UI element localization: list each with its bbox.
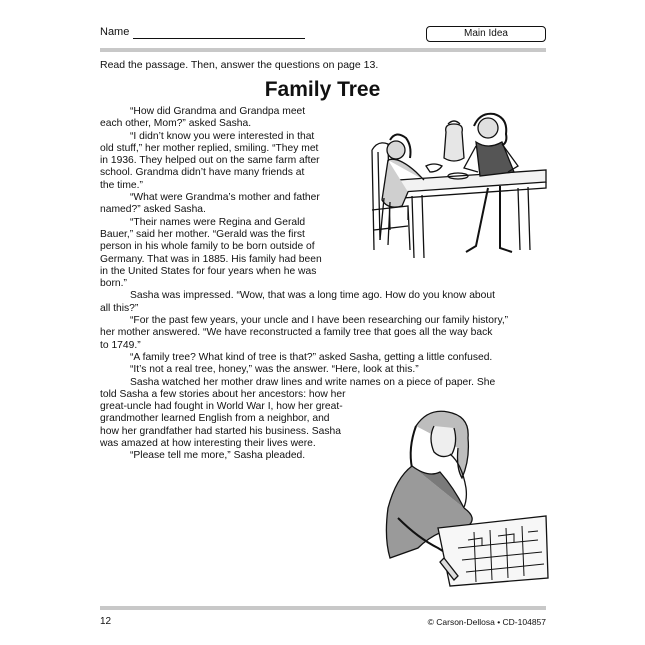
copyright-notice: © Carson-Dellosa • CD-104857	[427, 617, 546, 627]
passage-line: grandmother learned English from a neighbor, and	[100, 413, 330, 425]
passage-line: her mother answered. “We have reconstructed a family tree that goes all the way back	[100, 327, 493, 339]
illustration-table-scene-icon	[368, 110, 548, 260]
passage-line: in 1936. They helped out on the same farm after	[100, 155, 320, 167]
passage-line: school. Grandma didn’t have many friends at	[100, 167, 305, 179]
instructions: Read the passage. Then, answer the questions on page 13.	[100, 59, 379, 71]
passage-line: Bauer,” said her mother. “Gerald was the first	[100, 228, 305, 240]
passage-line: all this?”	[100, 302, 139, 314]
passage-line: in the United States for four years when he was	[100, 265, 317, 277]
header-divider	[100, 48, 546, 52]
passage-line: old stuff,” her mother replied, smiling. “They met	[100, 142, 319, 154]
passage-line: told Sasha a few stories about her ancestors: how her	[100, 388, 346, 400]
passage-line: “What were Grandma’s mother and father	[130, 192, 320, 204]
passage-line: born.”	[100, 278, 127, 290]
passage-line: to 1749.”	[100, 339, 141, 351]
footer-divider	[100, 606, 546, 610]
passage-line: “A family tree? What kind of tree is that?” asked Sasha, getting a little confused.	[130, 351, 493, 363]
passage-line: “For the past few years, your uncle and I have been researching our family history,”	[130, 315, 509, 327]
passage-line: “Please tell me more,” Sasha pleaded.	[130, 450, 306, 462]
passage-line: “I didn’t know you were interested in that	[130, 130, 315, 142]
passage-line: “Their names were Regina and Gerald	[130, 216, 306, 228]
page-number: 12	[100, 616, 112, 627]
passage-line: each other, Mom?” asked Sasha.	[100, 118, 252, 130]
passage-line: the time.”	[100, 179, 143, 191]
passage-line: Sasha was impressed. “Wow, that was a long time ago. How do you know about	[130, 290, 495, 302]
passage-line: named?” asked Sasha.	[100, 204, 206, 216]
passage-line: was amazed at how interesting their lives were.	[100, 438, 316, 450]
header	[100, 24, 546, 44]
passage-line: great-uncle had fought in World War I, how her great-	[100, 401, 343, 413]
passage-line: Sasha watched her mother draw lines and write names on a piece of paper. She	[130, 376, 496, 388]
passage-line: Germany. That was in 1885. His family had been	[100, 253, 322, 265]
passage-line: “It’s not a real tree, honey,” was the answer. “Here, look at this.”	[130, 364, 419, 376]
topic-badge: Main Idea	[426, 26, 546, 42]
passage-line: “How did Grandma and Grandpa meet	[130, 106, 306, 117]
illustration-woman-writing-icon	[378, 408, 550, 588]
passage-line: person in his whole family to be born outside of	[100, 241, 315, 253]
passage-line: how her grandfather had started his business. Sasha	[100, 425, 341, 437]
name-write-line	[133, 38, 305, 39]
passage-title: Family Tree	[264, 78, 381, 101]
name-label: Name	[100, 26, 130, 38]
